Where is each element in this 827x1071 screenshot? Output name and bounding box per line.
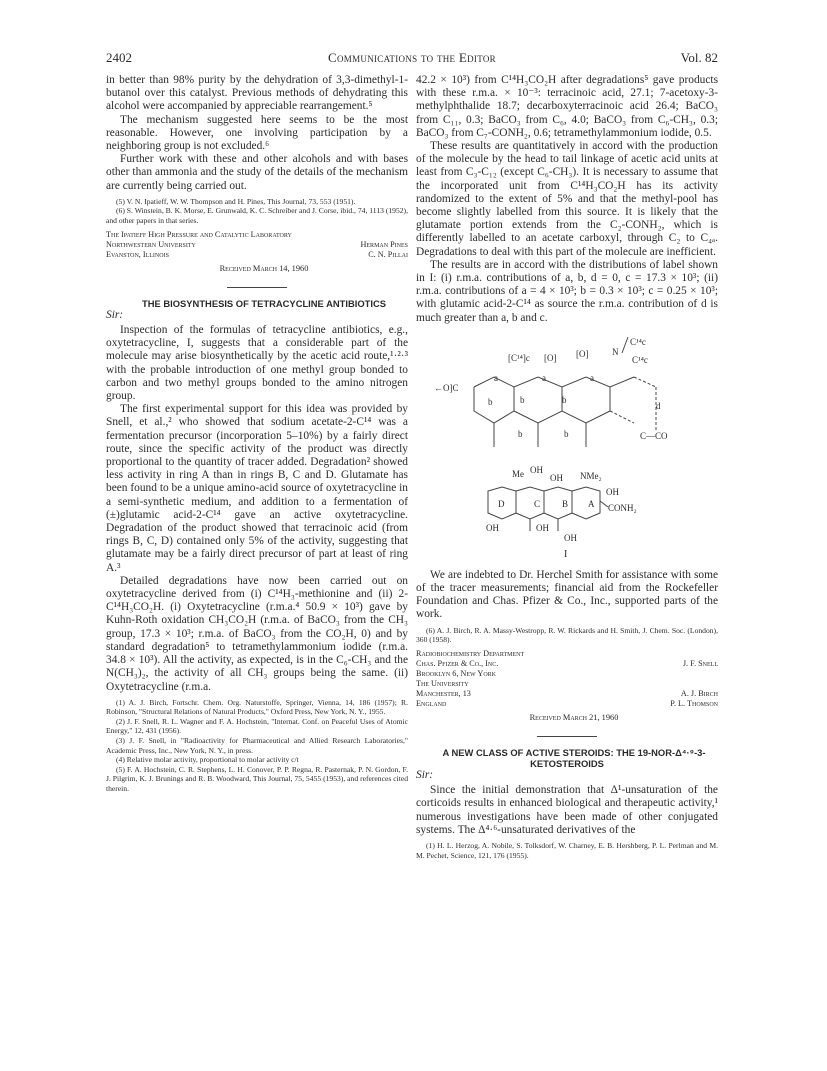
- article-title: THE BIOSYNTHESIS OF TETRACYCLINE ANTIBIOTICS: [142, 297, 386, 309]
- footnote: (2) J. F. Snell, R. L. Wagner and F. A. Hochstein, "Internat. Conf. on Peaceful Uses of Atomic Energy," 12, 431 (1956).: [106, 716, 408, 736]
- ring-a-label: A: [588, 498, 595, 509]
- label-c14-bracket: [C¹⁴]c: [508, 352, 530, 363]
- footnote: (1) A. J. Birch, Fortschr. Chem. Org. Naturstoffe, Springer, Vienna, 14, 186 (1957); R. Robinson, "Structural Relations of Natural Products," Oxford Press, New York, N. Y., 1955.: [106, 697, 408, 717]
- labelled-structure: [434, 337, 668, 441]
- footnote: (1) H. L. Herzog, A. Nobile, S. Tolksdorf, W. Charney, E. B. Hershberg, P. L. Perlman and M. M. Pechet, Science, 121, 176 (1955).: [416, 841, 718, 860]
- label-oh: OH: [536, 522, 549, 533]
- paragraph: in better than 98% purity by the dehydration of 3,3-dimethyl-1-butanol over this catalyst. Previous methods of dehydrating this alcohol were accompanied by appreciable rearrangement.⁵: [106, 74, 408, 113]
- label-o: [O]: [544, 352, 557, 363]
- label-oc: ←O]C: [434, 382, 459, 393]
- paragraph: We are indebted to Dr. Herchel Smith for assistance with some of the tracer measurements; financial aid from the Rockefeller Foundation and Chas. Pfizer & Co., Inc., supported parts of the work.: [416, 568, 718, 621]
- label-n: N: [612, 346, 619, 357]
- label-oh: OH: [606, 486, 619, 497]
- label-oh: OH: [530, 464, 543, 475]
- page-number: 2402: [106, 50, 132, 65]
- author-name: Herman Pines: [360, 239, 408, 249]
- paragraph: The first experimental support for this idea was provided by Snell, et al.,² who showed that sodium acetate-2-C¹⁴ was a fermentation precursor (incorporation 5–10%) by a fairly direct route, since the specific activity of the product was directly proportional to the quantity of tracer added. Degradation² showed less activity in ring A than in rings B, C and D. Glutamate has been found to be a unique amino-acid source of oxytetracycline in a semi-synthetic medium, and addition to a fermentation of (±)glutamic acid-2-C¹⁴ gave an active oxytetracycline. Degradation of the product showed that terracinoic acid (from rings B, C, D) contained only 5% of the activity, suggesting that glutamate may be a fairly direct precursor of part at least of ring A.³: [106, 403, 408, 574]
- footnote: (6) S. Winstein, B. K. Morse, E. Grunwald, K. C. Schreiber and J. Corse, ibid., 74, 1113 (1952), and other papers in that series.: [106, 206, 408, 226]
- received-date: Received March 21, 1960: [529, 712, 619, 722]
- affiliation-line: Manchester, 13: [416, 688, 471, 698]
- volume-label: Vol. 82: [680, 50, 718, 65]
- affiliation-line: The Ipatieff High Pressure and Catalytic Laboratory: [106, 229, 292, 239]
- footnote: (6) A. J. Birch, R. A. Massy-Westropp, R. W. Rickards and H. Smith, J. Chem. Soc. (London), 360 (1958).: [416, 625, 718, 645]
- label-b: b: [518, 428, 523, 439]
- label-c14: C¹⁴c: [630, 336, 646, 347]
- salutation: Sir:: [106, 308, 124, 321]
- label-c14: C¹⁴c: [632, 354, 648, 365]
- label-b: b: [520, 394, 525, 405]
- paragraph: The results are in accord with the distributions of label shown in I: (i) r.m.a. contributions of a, b, d = 0, c = 17.3 × 10³; (ii) r.m.a. contributions of a = 4 × 10³; b = 0.3 × 10³; c = 0.25 × 10³; with glutamic acid-2-C¹⁴ as source the r.m.a. contribution of d is much greater than a, b and c.: [416, 258, 718, 324]
- ring-b-label: B: [562, 498, 569, 509]
- paragraph: These results are quantitatively in accord with the production of the molecule by the head to tail linkage of acetic acid units at least from C₃-C₁₂ (except C₆-CH₃). It is necessary to assume that the incorporated unit from C¹⁴H₃CO₂H has its activity randomized to the extent of 5% and that the methyl-pool has become slightly labelled from this source. It is likely that the glutamate portion extends from the C₂-CONH₂, which is differently labelled to an acetate carboxyl, through C₂ to C₄ₐ. Degradations to deal with this part of the molecule are inefficient.: [416, 140, 718, 258]
- paragraph: The mechanism suggested here seems to be the most reasonable. However, one involving participation by a neighboring group is not excluded.⁶: [106, 113, 408, 153]
- footnote: (4) Relative molar activity, proportional to molar activity c/t: [116, 755, 299, 765]
- label-c-co: C—CO: [640, 430, 668, 441]
- label-a: a: [494, 372, 498, 383]
- paragraph: Inspection of the formulas of tetracycline antibiotics, e.g., oxytetracycline, I, suggests that a considerable part of the molecule may arise biosynthetically by the acetic acid route,¹·²·³ with the probable introduction of one methyl group bonded to carbon and two methyl groups bonded to the amino nitrogen group.: [106, 324, 408, 403]
- affiliation-line: The University: [416, 678, 469, 688]
- divider: [537, 736, 597, 737]
- label-nme2: NMe₂: [580, 470, 602, 481]
- label-b: b: [488, 396, 493, 407]
- affiliation-block: [416, 649, 718, 709]
- author-name: J. F. Snell: [682, 658, 718, 668]
- affiliation-block: [106, 230, 408, 260]
- label-d: d: [656, 400, 661, 411]
- paragraph: 42.2 × 10³) from C¹⁴H₃CO₂H after degradations⁵ gave products with these r.m.a. × 10⁻³: terracinoic acid, 27.1; 7-acetoxy-3-methylphthalide 18.7; decarboxyterracinoic acid 26.4; BaCO₃ from C₁₁, 0.3; BaCO₃ from C₆, 4.0; BaCO₃ from C₆-CH₃, 0.3; BaCO₃ from C₇-CONH₂, 0.6; tetramethylammonium iodide, 0.5.: [416, 74, 718, 139]
- paragraph: Since the initial demonstration that Δ¹-unsaturation of the corticoids results in enhanced biological and therapeutic activity,¹ numerous investigations have been made of other conjugated systems. The Δ⁴·⁶-unsaturated derivatives of the: [416, 784, 718, 836]
- label-b: b: [564, 428, 569, 439]
- author-name: P. L. Thomson: [670, 698, 718, 708]
- affiliation-line: Evanston, Illinois: [106, 249, 169, 259]
- oxytetracycline-structure: [486, 465, 637, 543]
- affiliation-line: England: [416, 698, 447, 708]
- footnote: (5) V. N. Ipatieff, W. W. Thompson and H. Pines, This Journal, 73, 553 (1951).: [116, 196, 356, 206]
- footnote: (3) J. F. Snell, in "Radioactivity for Pharmaceutical and Allied Research Laboratories," Academic Press, Inc., New York, N. Y., in press.: [106, 736, 408, 755]
- label-b: b: [562, 394, 567, 405]
- label-oh: OH: [486, 522, 499, 533]
- ring-c-label: C: [534, 498, 541, 509]
- running-header: [106, 50, 718, 68]
- received-date: Received March 14, 1960: [219, 263, 309, 273]
- affiliation-line: Chas. Pfizer & Co., Inc.: [416, 658, 499, 668]
- label-oh: OH: [550, 472, 563, 483]
- salutation: Sir:: [416, 769, 434, 782]
- footnote: (5) F. A. Hochstein, C. R. Stephens, L. H. Conover, P. P. Regna, R. Pasternak, P. N. Gordon, F. J. Pilgrim, K. J. Brunings and R. B. Woodward, This Journal, 75, 5455 (1953), and references cited therein.: [106, 764, 408, 794]
- affiliation-line: Northwestern University: [106, 239, 196, 249]
- divider: [227, 287, 287, 288]
- right-column: [416, 74, 718, 860]
- article-title: A NEW CLASS OF ACTIVE STEROIDS: THE 19-NOR-Δ⁴·⁹-3-KETOSTEROIDS: [442, 747, 706, 770]
- author-name: A. J. Birch: [680, 688, 718, 698]
- author-name: C. N. Pillai: [368, 249, 408, 259]
- paragraph: Detailed degradations have now been carried out on oxytetracycline derived from (i) C¹⁴H₃-methionine and (ii) 2-C¹⁴H₃CO₂H. (i) Oxytetracycline (r.m.a.⁴ 50.9 × 10³) gave by Kuhn-Roth oxidation CH₃CO₂H (r.m.a. of BaCO₃ from the CH₃ group, 17.3 × 10³; r.m.a. of BaCO₃ from the CO₂H, 0) and by standard degradation⁵ to tetramethylammonium iodide (r.m.a. 34.8 × 10³). All the activity, as expected, is in the C₆-CH₃ and the N(CH₃)₂, the activity of all CH₃ groups being the same. (ii) Oxytetracycline (r.m.a.: [106, 574, 408, 693]
- paragraph: Further work with these and other alcohols and with bases other than ammonia and the study of the details of the mechanism are currently being carried out.: [106, 153, 408, 192]
- label-o: [O]: [576, 348, 589, 359]
- structure-label: I: [564, 548, 568, 560]
- label-oh: OH: [564, 532, 577, 543]
- structure-diagram: [416, 331, 718, 563]
- affiliation-line: Brooklyn 6, New York: [416, 668, 496, 678]
- label-me: Me: [512, 468, 524, 479]
- label-a: a: [590, 372, 594, 383]
- left-column: [106, 74, 408, 794]
- running-title: Communications to the Editor: [328, 50, 496, 65]
- label-a: a: [542, 372, 546, 383]
- affiliation-line: Radiobiochemistry Department: [416, 648, 525, 658]
- label-conh2: CONH₂: [608, 502, 637, 513]
- ring-d-label: D: [498, 498, 505, 509]
